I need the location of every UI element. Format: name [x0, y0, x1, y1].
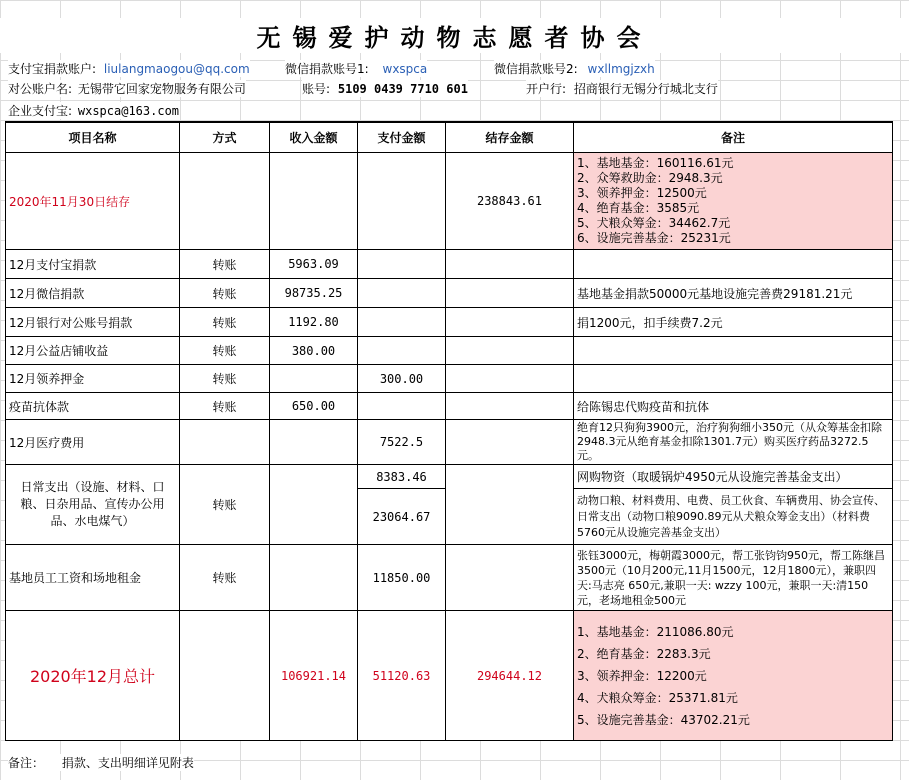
bank-value: 招商银行无锡分行城北支行: [573, 82, 718, 96]
opening-expense: [358, 153, 446, 250]
alipay-info: [8, 60, 250, 77]
row-method: 转账: [180, 393, 270, 420]
row-expense: [358, 308, 446, 337]
total-note-line: 3、领养押金：12200元: [577, 668, 707, 683]
row-income: 650.00: [270, 393, 358, 420]
row-expense: [358, 393, 446, 420]
corp-account-info: [8, 80, 246, 97]
corp-name-label: 对公账户名:: [8, 82, 73, 96]
row-balance: [446, 308, 574, 337]
account-number-label: 账号:: [302, 82, 331, 96]
bank-label: 开户行:: [526, 82, 567, 96]
total-note-line: 5、设施完善基金：43702.21元: [577, 712, 750, 727]
footer-label: 备注：: [8, 756, 45, 770]
wechat1-label: 微信捐款账号1:: [285, 62, 369, 76]
row-method: 转账: [180, 308, 270, 337]
row-balance: [446, 393, 574, 420]
row-name: 12月微信捐款: [6, 279, 180, 308]
row-note: [574, 365, 893, 393]
opening-balance: 238843.61: [446, 153, 574, 250]
row-expense: [358, 337, 446, 365]
wechat1-info: [285, 60, 427, 77]
total-income: 106921.14: [270, 611, 358, 741]
row-expense: 7522.5: [358, 420, 446, 465]
row-income: 380.00: [270, 337, 358, 365]
opening-balance-row: [6, 153, 893, 250]
enterprise-alipay-value: wxspca@163.com: [77, 104, 180, 118]
total-note-line: 1、基地基金：211086.80元: [577, 624, 734, 639]
header-income: 收入金额: [270, 122, 358, 153]
total-method: [180, 611, 270, 741]
finance-table: [5, 121, 893, 741]
row-balance: [446, 337, 574, 365]
opening-note-line: 3、领养押金：12500元: [577, 186, 707, 200]
row-name: 12月医疗费用: [6, 420, 180, 465]
row-method: 转账: [180, 365, 270, 393]
row-income: 1192.80: [270, 308, 358, 337]
row-expense: 300.00: [358, 365, 446, 393]
row-note: 给陈锡忠代购疫苗和抗体: [574, 393, 893, 420]
row-name: 12月银行对公账号捐款: [6, 308, 180, 337]
row-income: 98735.25: [270, 279, 358, 308]
daily-expense-method: 转账: [180, 465, 270, 545]
total-name: 2020年12月总计: [6, 611, 180, 741]
row-income: [270, 420, 358, 465]
opening-note-line: 2、众筹救助金：2948.3元: [577, 171, 723, 185]
header-expense: 支付金额: [358, 122, 446, 153]
header-note: 备注: [574, 122, 893, 153]
opening-income: [270, 153, 358, 250]
table-row: [6, 420, 893, 465]
enterprise-alipay-label: 企业支付宝:: [8, 104, 73, 118]
total-note-line: 2、绝育基金：2283.3元: [577, 646, 711, 661]
row-method: 转账: [180, 337, 270, 365]
row-balance: [446, 365, 574, 393]
opening-note-line: 1、基地基金：160116.61元: [577, 156, 734, 170]
daily-expense-balance: [446, 465, 574, 545]
wages-expense: 11850.00: [358, 545, 446, 611]
row-method: 转账: [180, 250, 270, 279]
total-balance: 294644.12: [446, 611, 574, 741]
row-note: [574, 337, 893, 365]
row-note: [574, 250, 893, 279]
footer-note: [8, 754, 194, 771]
row-balance: [446, 420, 574, 465]
row-expense: [358, 250, 446, 279]
opening-name: 2020年11月30日结存: [6, 153, 180, 250]
daily-expense-amount-2: 23064.67: [358, 489, 446, 545]
wages-note: 张钰3000元，梅朝霞3000元，帮工张钧钧950元，帮工陈继昌3500元（10月200元,11月1500元，12月1800元），兼职四天:马志亮 650元,兼职一天: wzzy 100元，兼职一天:清150元，老场地租金500元: [574, 545, 893, 611]
header-method: 方式: [180, 122, 270, 153]
header-item-name: 项目名称: [6, 122, 180, 153]
wechat2-info: [494, 60, 655, 77]
table-row: [6, 279, 893, 308]
header-balance: 结存金额: [446, 122, 574, 153]
daily-expense-row-1: [6, 465, 893, 489]
bank-info: [526, 80, 718, 97]
table-row: [6, 393, 893, 420]
footer-text: 捐款、支出明细详见附表: [61, 756, 194, 770]
wechat2-label: 微信捐款账号2:: [494, 62, 578, 76]
row-note: 捐1200元，扣手续费7.2元: [574, 308, 893, 337]
opening-note-line: 5、犬粮众筹金：34462.7元: [577, 216, 731, 230]
wages-income: [270, 545, 358, 611]
wages-row: [6, 545, 893, 611]
total-row: [6, 611, 893, 741]
wechat1-account: wxspca: [382, 62, 428, 76]
wages-name: 基地员工工资和场地租金: [6, 545, 180, 611]
row-method: 转账: [180, 279, 270, 308]
corp-name-value: 无锡带它回家宠物服务有限公司: [77, 82, 246, 96]
table-row: [6, 308, 893, 337]
row-expense: [358, 279, 446, 308]
row-note: 绝育12只狗狗3900元，治疗狗狗细小350元（从众筹基金扣除2948.3元从绝育基金扣除1301.7元）购买医疗药品3272.5元。: [574, 420, 893, 465]
account-number-info: [302, 80, 468, 97]
daily-expense-note-1: 网购物资（取暖锅炉4950元从设施完善基金支出）: [574, 465, 893, 489]
table-row: [6, 337, 893, 365]
row-name: 12月领养押金: [6, 365, 180, 393]
wages-method: 转账: [180, 545, 270, 611]
row-name: 12月公益店铺收益: [6, 337, 180, 365]
row-income: [270, 365, 358, 393]
total-notes: [574, 611, 893, 741]
total-expense: 51120.63: [358, 611, 446, 741]
account-number-value: 5109 0439 7710 601: [337, 82, 468, 96]
page-title: 无锡爱护动物志愿者协会: [0, 18, 909, 53]
table-row: [6, 365, 893, 393]
opening-note-line: 6、设施完善基金：25231元: [577, 231, 731, 245]
opening-method: [180, 153, 270, 250]
alipay-label: 支付宝捐款账户:: [8, 62, 97, 76]
row-balance: [446, 250, 574, 279]
row-income: 5963.09: [270, 250, 358, 279]
alipay-account: liulangmaogou@qq.com: [103, 62, 250, 76]
table-header-row: [6, 122, 893, 153]
daily-expense-note-2: 动物口粮、材料费用、电费、员工伙食、车辆费用、协会宣传、日常支出（动物口粮9090.89元从犬粮众筹金支出）（材料费5760元从设施完善基金支出）: [574, 489, 893, 545]
row-note: 基地基金捐款50000元基地设施完善费29181.21元: [574, 279, 893, 308]
row-method: [180, 420, 270, 465]
wages-balance: [446, 545, 574, 611]
row-name: 疫苗抗体款: [6, 393, 180, 420]
row-balance: [446, 279, 574, 308]
daily-expense-amount-1: 8383.46: [358, 465, 446, 489]
total-note-line: 4、犬粮众筹金：25371.81元: [577, 690, 738, 705]
daily-expense-name: 日常支出（设施、材料、口粮、日杂用品、宣传办公用品、水电煤气）: [6, 465, 180, 545]
table-row: [6, 250, 893, 279]
opening-notes: [574, 153, 893, 250]
row-name: 12月支付宝捐款: [6, 250, 180, 279]
wechat2-account: wxllmgjzxh: [587, 62, 655, 76]
daily-expense-income: [270, 465, 358, 545]
enterprise-alipay-info: [8, 102, 179, 119]
opening-note-line: 4、绝育基金：3585元: [577, 201, 700, 215]
